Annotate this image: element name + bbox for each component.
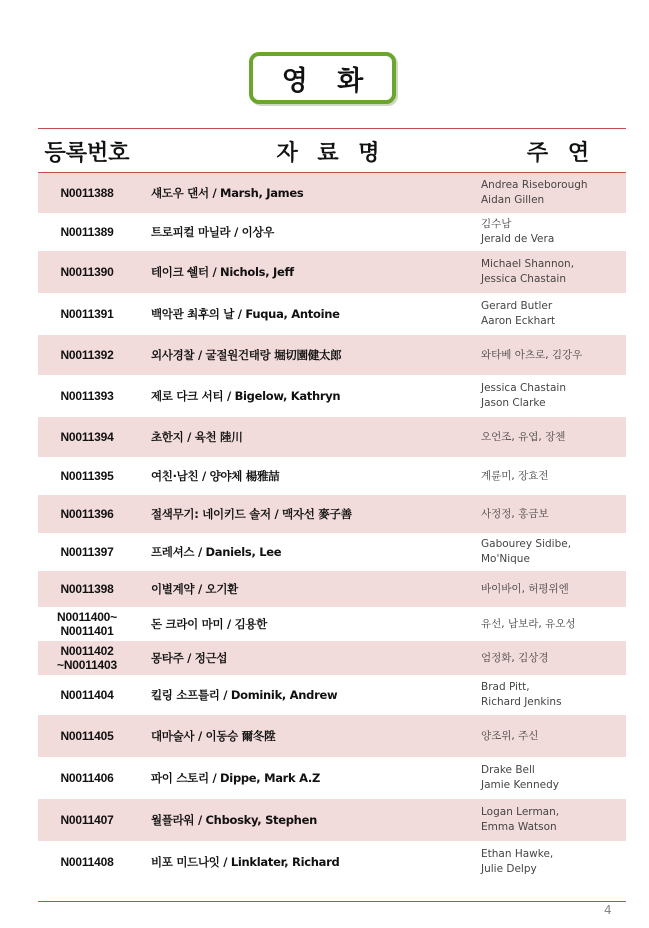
page-title-box [249,52,396,104]
table-row [38,841,626,883]
table-row [38,417,626,457]
cell-cast: Logan Lerman, Emma Watson [481,806,560,833]
cell-reg-no: N0011397 [60,545,114,559]
cell-cast: Jessica Chastain Jason Clarke [481,382,566,409]
cell-title: 트로피컬 마닐라 / 이상우 [151,225,275,239]
cell-title: 외사경찰 / 굴절원건태랑 堀切園健太郎 [151,348,342,362]
cell-reg-no: N0011396 [60,507,114,521]
cell-reg-no: N0011394 [60,430,114,444]
cell-reg-no: N0011393 [60,389,114,403]
cell-reg-no: N0011406 [60,771,114,785]
cell-title: 몽타주 / 정근섭 [151,651,228,665]
cell-reg-no: N0011405 [60,729,114,743]
cell-reg-no: N0011391 [60,307,114,321]
cell-cast: 양조위, 주신 [481,729,539,742]
table-row [38,641,626,675]
cell-title: 백악관 최후의 날 / Fuqua, Antoine [151,307,340,321]
table-row [38,293,626,335]
cell-title: 프레셔스 / Daniels, Lee [151,545,282,559]
cell-title: 킬링 소프틀리 / Dominik, Andrew [151,688,338,702]
cell-reg-no: N0011389 [60,225,114,239]
header-cast: 주 연 [526,140,596,166]
table-row [38,173,626,213]
cell-reg-no: N0011395 [60,469,114,483]
cell-reg-no: N0011390 [60,265,114,279]
table-header [38,130,626,172]
cell-cast: Drake Bell Jamie Kennedy [481,764,559,791]
header-title: 자 료 명 [276,140,386,166]
table-row [38,457,626,495]
cell-cast: 계륜미, 장효전 [481,469,549,482]
cell-cast: 바이바이, 허평위엔 [481,582,569,595]
table-row [38,571,626,607]
page-number: 4 [604,903,612,917]
cell-cast: Gabourey Sidibe, Mo'Nique [481,538,572,565]
table-row [38,675,626,715]
cell-cast: Michael Shannon, Jessica Chastain [481,258,575,285]
cell-cast: 김수남 Jerald de Vera [481,218,555,245]
table-row [38,533,626,571]
cell-reg-no: N0011400~ N0011401 [57,610,117,638]
cell-title: 이별계약 / 오기환 [151,582,238,596]
cell-reg-no: N0011398 [60,582,114,596]
cell-reg-no: N0011408 [60,855,114,869]
header-reg-no: 등록번호 [44,140,130,166]
cell-cast: 유선, 남보라, 유오성 [481,617,576,630]
cell-cast: Gerard Butler Aaron Eckhart [481,300,556,327]
cell-title: 절색무기: 네이키드 솔저 / 맥자선 麥子善 [151,507,352,521]
cell-title: 대마술사 / 이동승 爾冬陞 [151,729,276,743]
table-row [38,757,626,799]
cell-title: 비포 미드나잇 / Linklater, Richard [151,855,340,869]
cell-cast: Brad Pitt, Richard Jenkins [481,681,562,708]
cell-cast: 와타베 아츠로, 김강우 [481,348,583,361]
cell-cast: 엄정화, 김상경 [481,651,549,664]
cell-reg-no: N0011407 [60,813,114,827]
table-row [38,375,626,417]
table-row [38,251,626,293]
table-row [38,213,626,251]
cell-title: 파이 스토리 / Dippe, Mark A.Z [151,771,321,785]
cell-title: 여친·남친 / 양야체 楊雅喆 [151,469,280,483]
cell-reg-no: N0011392 [60,348,114,362]
cell-title: 초한지 / 육천 陸川 [151,430,243,444]
table-top-rule [38,128,626,129]
cell-cast: Ethan Hawke, Julie Delpy [481,848,554,875]
table-row [38,799,626,841]
cell-cast: 오언조, 유엽, 장첸 [481,430,566,443]
page-title: 영 화 [281,65,374,97]
cell-title: 제로 다크 서티 / Bigelow, Kathryn [151,389,341,403]
cell-reg-no: N0011404 [60,688,114,702]
cell-reg-no: N0011402 ~N0011403 [57,644,117,672]
table-body [38,173,626,883]
cell-title: 월플라워 / Chbosky, Stephen [151,813,317,827]
table-bottom-rule [38,901,626,902]
cell-cast: Andrea Riseborough Aidan Gillen [481,179,588,206]
table-row [38,715,626,757]
cell-cast: 사정정, 홍금보 [481,507,549,520]
cell-title: 테이크 쉘터 / Nichols, Jeff [151,265,294,279]
cell-reg-no: N0011388 [60,186,114,200]
cell-title: 돈 크라이 마미 / 김용한 [151,617,267,631]
table-row [38,495,626,533]
table-row [38,335,626,375]
table-row [38,607,626,641]
cell-title: 섀도우 댄서 / Marsh, James [151,186,304,200]
